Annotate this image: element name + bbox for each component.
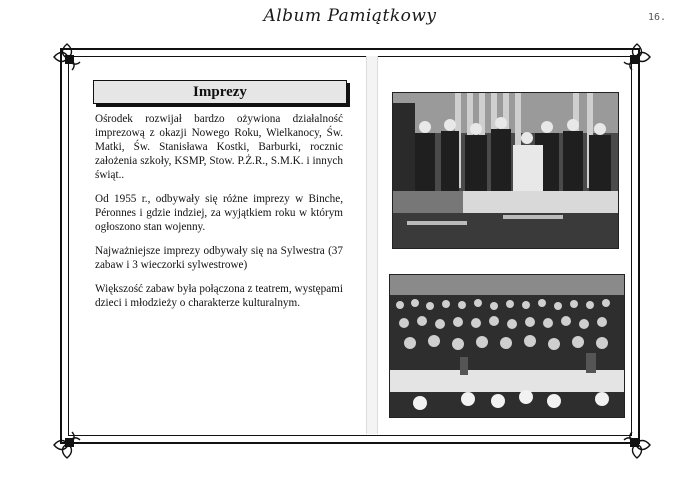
audience-hall-photo bbox=[389, 274, 625, 418]
paragraph: Najważniejsze imprezy odbywały się na Sylwestra (37 zabaw i 3 wieczorki sylwestrowe) bbox=[95, 245, 343, 271]
album-title: Album Pamiątkowy bbox=[263, 6, 437, 26]
paragraph: Od 1955 r., odbywały się różne imprezy w Binche, Péronnes i gdzie indziej, za wyjątkiem roku w którym ogłoszono stan wojenny. bbox=[95, 193, 343, 233]
fleur-de-lis-corner-icon bbox=[620, 40, 654, 74]
stage-performance-photo bbox=[392, 92, 619, 249]
paragraph: Większość zabaw była połączona z teatrem, występami dzieci i młodzieży o charakterze kulturalnym. bbox=[95, 283, 343, 309]
paragraph: Ośrodek rozwijał bardzo ożywiona działalność imprezową z okazji Nowego Roku, Wielkanocy, Św. Matki, Św. Stanisława Kostki, Barburki, rocznic założenia szkoły, KSMP, Stow. P.Ż.R., S.M.K. i innych świąt.. bbox=[95, 113, 343, 181]
fleur-de-lis-corner-icon bbox=[50, 428, 84, 462]
fleur-de-lis-corner-icon bbox=[620, 428, 654, 462]
page-number: 16. bbox=[647, 12, 666, 23]
section-title: Imprezy bbox=[93, 80, 347, 104]
fleur-de-lis-corner-icon bbox=[50, 40, 84, 74]
column-divider bbox=[366, 56, 378, 434]
section-body bbox=[95, 112, 343, 320]
